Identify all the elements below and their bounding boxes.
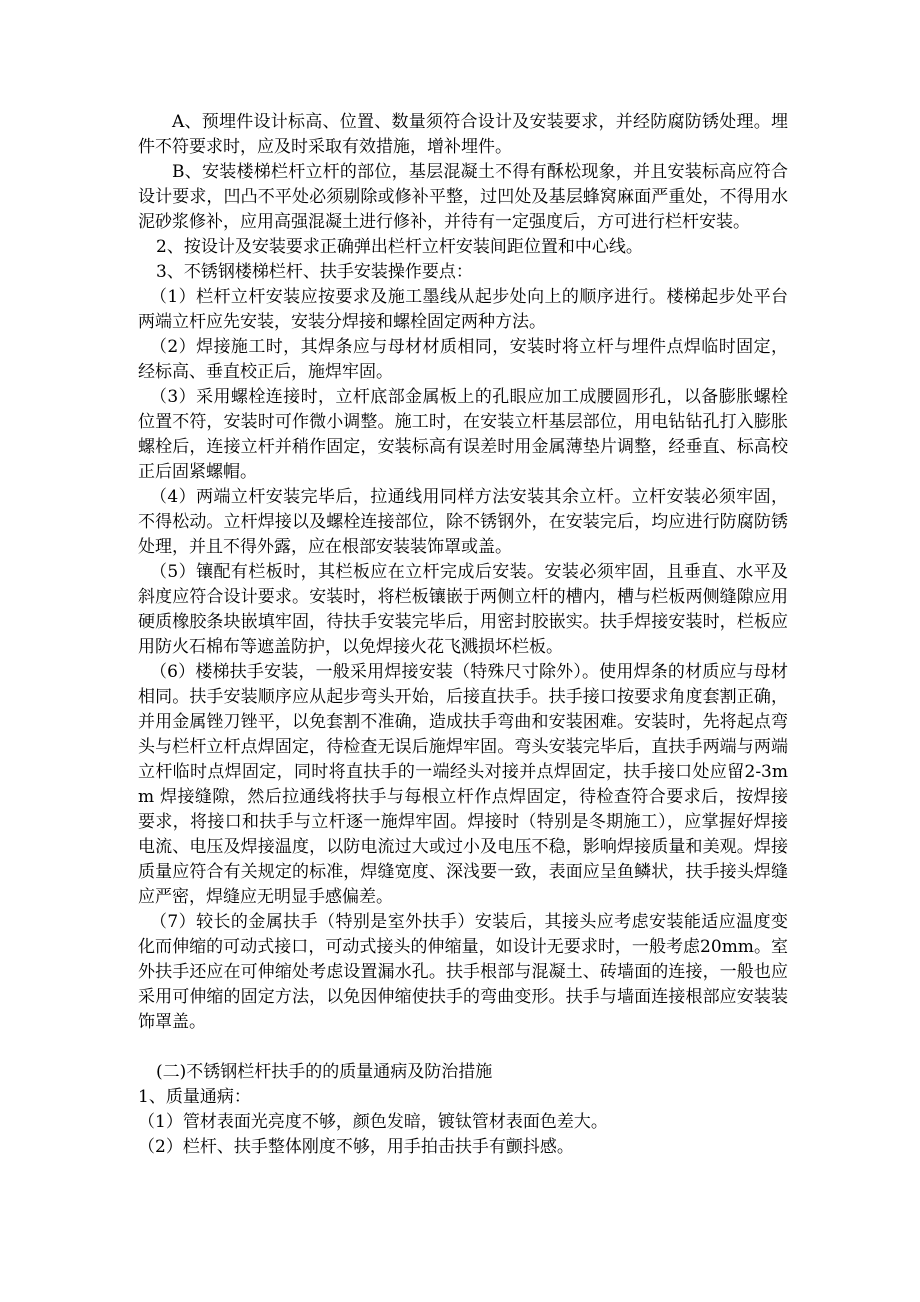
item-3: （3）采用螺栓连接时，立杆底部金属板上的孔眼应加工成腰圆形孔，以备膨胀螺栓位置不符，安装时可作微小调整。施工时，在安装立杆基层部位，用电钻钻孔打入膨胀螺栓后，连接立杆并稍作固定，安装标高有误差时用金属薄垫片调整，经垂直、标高校正后固紧螺帽。 [138, 387, 788, 482]
blank-line [138, 1035, 788, 1060]
step-2: 2、按设计及安装要求正确弹出栏杆立杆安装间距位置和中心线。 [156, 237, 643, 257]
item-7: （7）较长的金属扶手（特别是室外扶手）安装后，其接头应考虑安装能适应温度变化而伸缩的可动式接口，可动式接头的伸缩量，如设计无要求时，一般考虑20mm。室外扶手还应在可伸缩处考虑设置漏水孔。扶手根部与混凝土、砖墙面的连接，一般也应采用可伸缩的固定方法，以免因伸缩使扶手的弯曲变形。扶手与墙面连接根部应安装装饰罩盖。 [138, 912, 788, 1032]
item-2: （2）焊接施工时，其焊条应与母材材质相同，安装时将立杆与埋件点焊临时固定，经标高、垂直校正后，施焊牢固。 [138, 337, 788, 382]
defect-item-1: （1）管材表面光亮度不够，颜色发暗，镀钛管材表面色差大。 [138, 1112, 608, 1132]
paragraph-b: B、安装楼梯栏杆立杆的部位，基层混凝土不得有酥松现象，并且安装标高应符合设计要求，凹凸不平处必须剔除或修补平整，过凹处及基层蜂窝麻面严重处，不得用水泥砂浆修补，应用高强混凝土进行修补，并待有一定强度后，方可进行栏杆安装。 [138, 162, 788, 232]
section-heading: (二)不锈钢栏杆扶手的的质量通病及防治措施 [156, 1062, 493, 1082]
document-body [138, 110, 788, 1160]
item-6: （6）楼梯扶手安装，一般采用焊接安装（特殊尺寸除外）。使用焊条的材质应与母材相同。扶手安装顺序应从起步弯头开始，后接直扶手。扶手接口按要求角度套割正确，并用金属锉刀锉平，以免套割不准确，造成扶手弯曲和安装困难。安装时，先将起点弯头与栏杆立杆点焊固定，待检查无误后施焊牢固。弯头安装完毕后，直扶手两端与两端立杆临时点焊固定，同时将直扶手的一端经头对接并点焊固定，扶手接口处应留2-3mm 焊接缝隙，然后拉通线将扶手与每根立杆作点焊固定，待检查符合要求后，按焊接要求，将接口和扶手与立杆逐一施焊牢固。焊接时（特别是冬期施工），应掌握好焊接电流、电压及焊接温度，以防电流过大或过小及电压不稳，影响焊接质量和美观。焊接质量应符合有关规定的标准，焊缝宽度、深浅要一致，表面应呈鱼鳞状，扶手接头焊缝应严密，焊缝应无明显手感偏差。 [138, 662, 788, 907]
item-5: （5）镶配有栏板时，其栏板应在立杆完成后安装。安装必须牢固，且垂直、水平及斜度应符合设计要求。安装时，将栏板镶嵌于两侧立杆的槽内，槽与栏板两侧缝隙应用硬质橡胶条块嵌填牢固，待扶手安装完毕后，用密封胶嵌实。扶手焊接安装时，栏板应用防火石棉布等遮盖防护，以免焊接火花飞溅损坏栏板。 [138, 562, 788, 657]
section-subheading: 1、质量通病： [138, 1087, 251, 1107]
item-4: （4）两端立杆安装完毕后，拉通线用同样方法安装其余立杆。立杆安装必须牢固，不得松动。立杆焊接以及螺栓连接部位，除不锈钢外，在安装完后，均应进行防腐防锈处理，并且不得外露，应在根部安装装饰罩或盖。 [138, 487, 788, 557]
item-1: （1）栏杆立杆安装应按要求及施工墨线从起步处向上的顺序进行。楼梯起步处平台两端立杆应先安装，安装分焊接和螺栓固定两种方法。 [138, 287, 788, 332]
defect-item-2: （2）栏杆、扶手整体刚度不够，用手拍击扶手有颤抖感。 [138, 1137, 574, 1157]
step-3: 3、不锈钢楼梯栏杆、扶手安装操作要点： [156, 262, 473, 282]
paragraph-a: A、预埋件设计标高、位置、数量须符合设计及安装要求，并经防腐防锈处理。埋件不符要求时，应及时采取有效措施，增补埋件。 [138, 112, 788, 157]
